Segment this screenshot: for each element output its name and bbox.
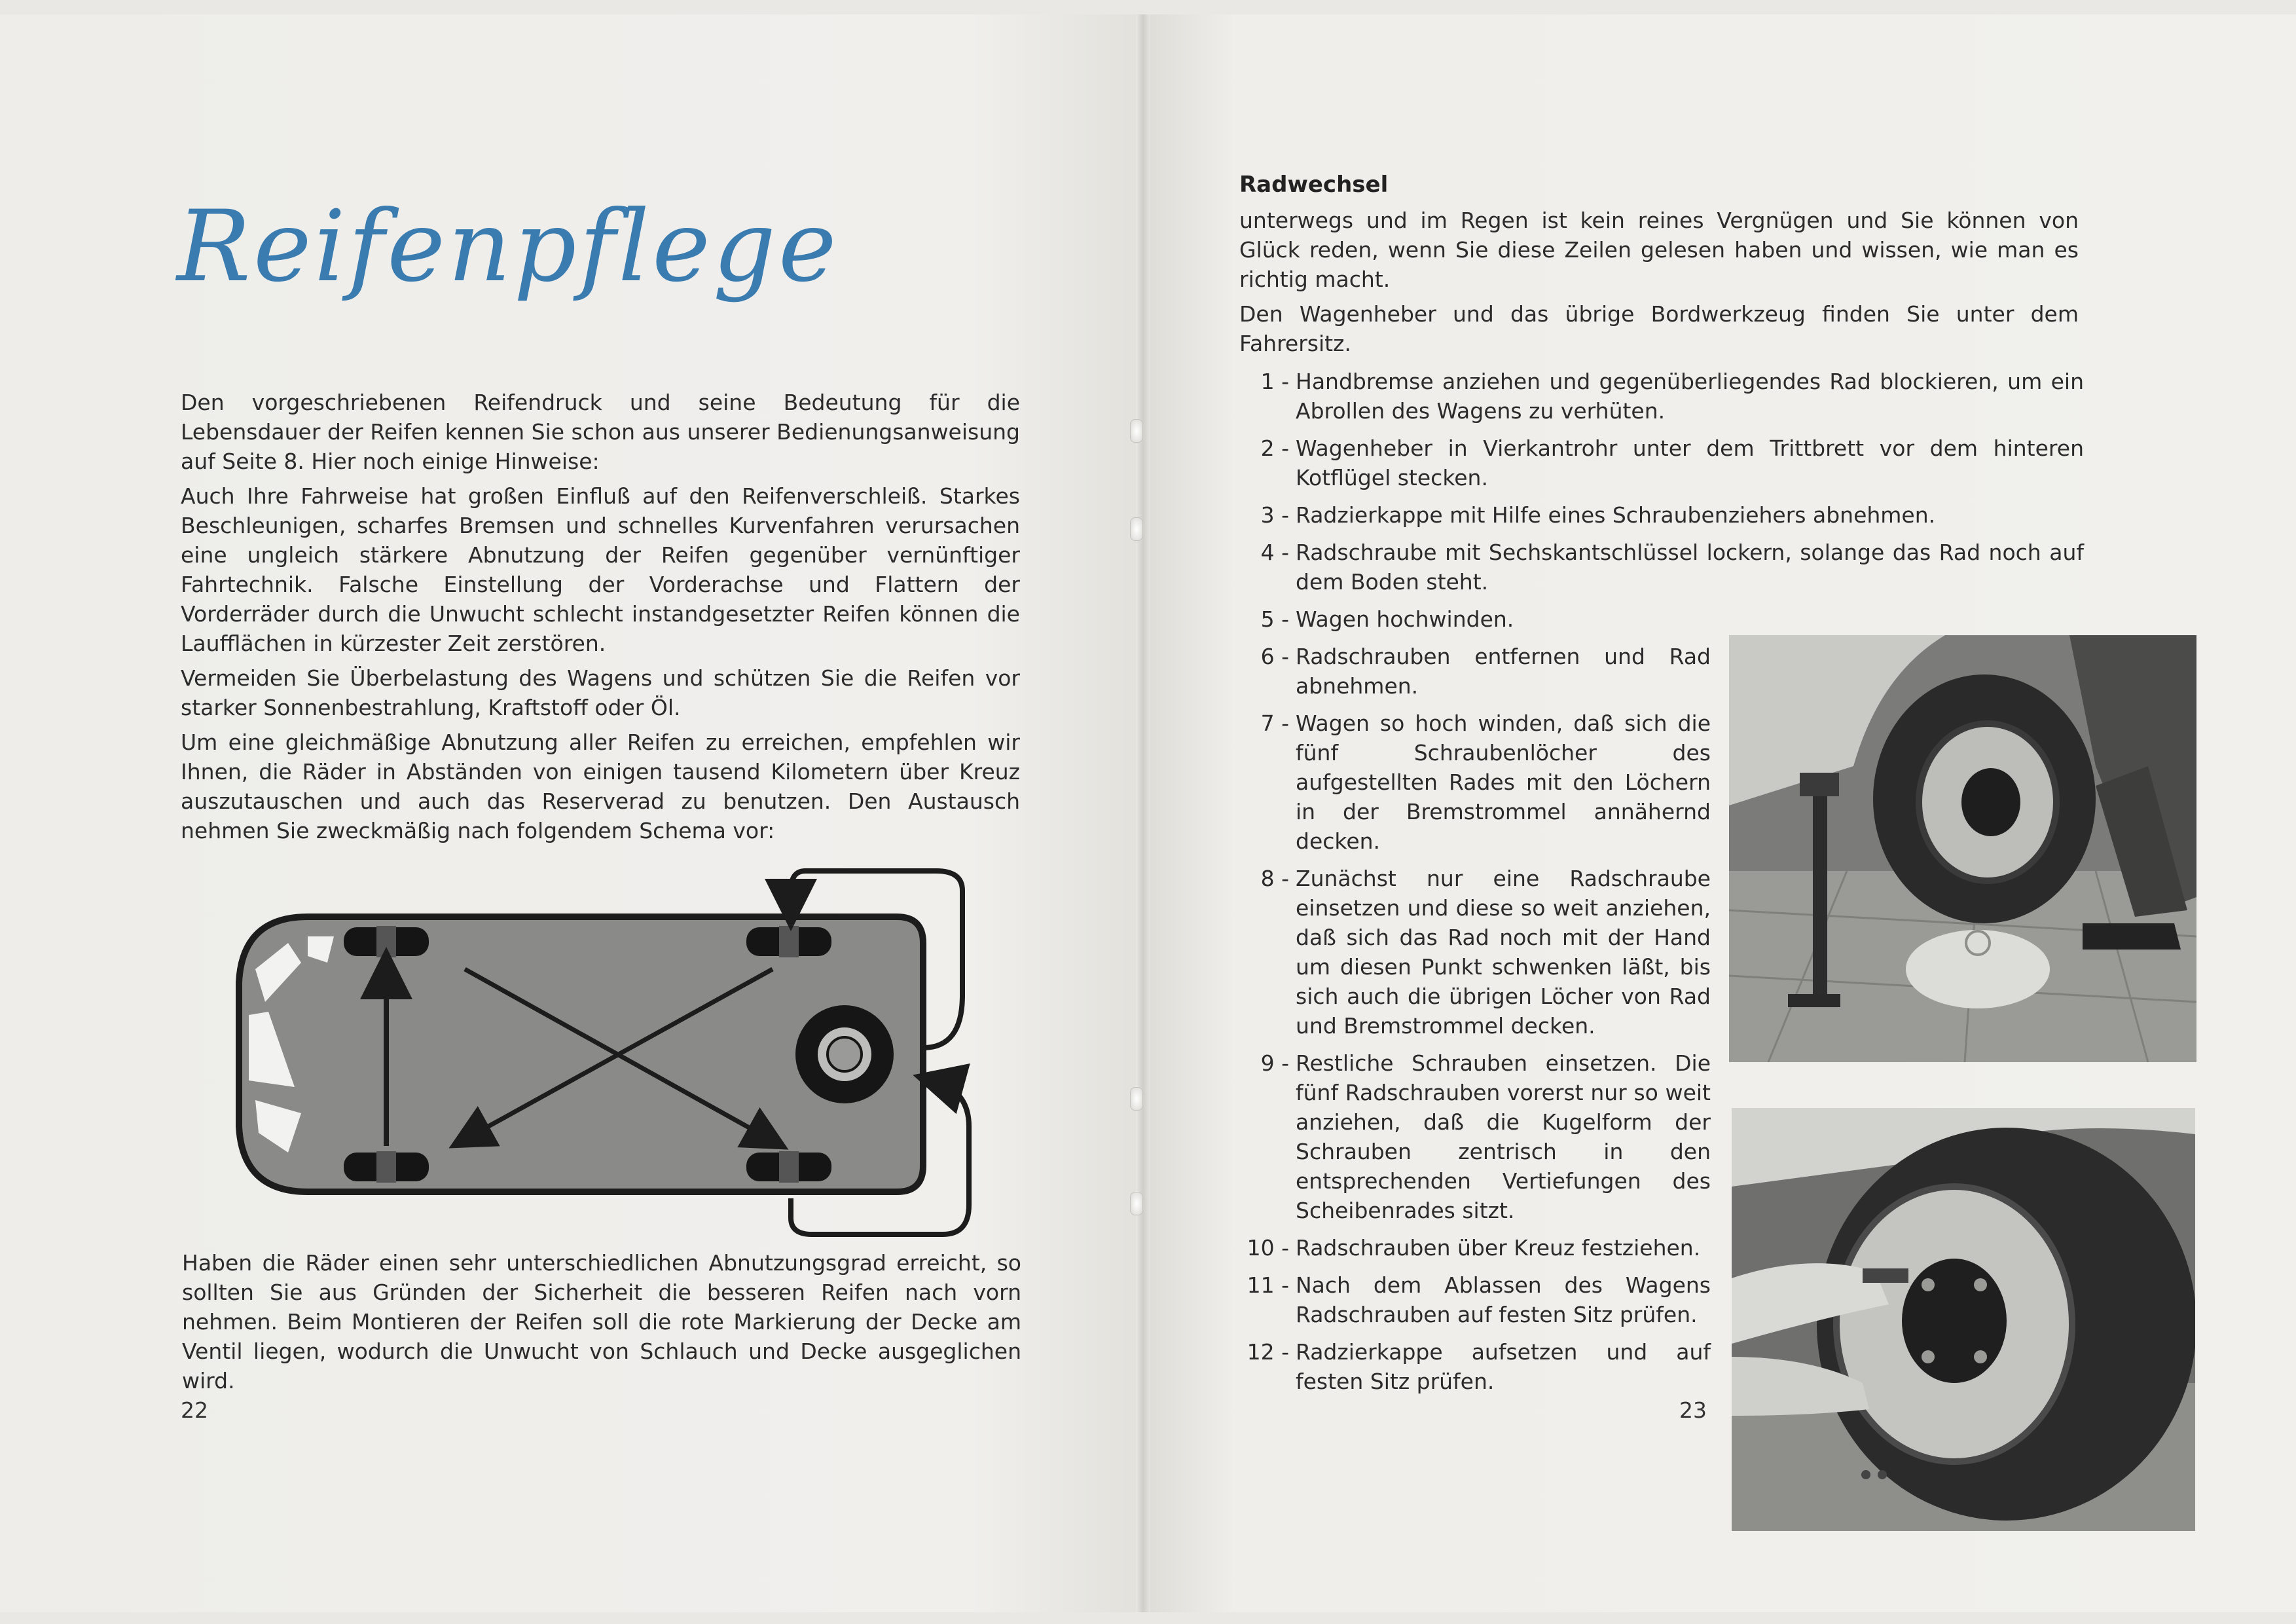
step-text: Radzierkappe aufsetzen und auf festen Sitz prüfen. [1296, 1339, 1711, 1394]
step-number: 12 - [1247, 1339, 1289, 1365]
step-text: Radschrauben über Kreuz festziehen. [1296, 1235, 1701, 1261]
tire-rotation-diagram [229, 864, 989, 1244]
list-item [1239, 1337, 1711, 1396]
step-number: 2 - [1260, 435, 1289, 461]
staple [1130, 517, 1143, 541]
step-number: 7 - [1260, 710, 1289, 736]
hub-mark [376, 926, 396, 957]
hub-mark [779, 926, 799, 957]
step-number: 10 - [1247, 1235, 1289, 1261]
step-number: 9 - [1260, 1050, 1289, 1076]
list-item [1239, 538, 2084, 597]
step-text: Wagen so hoch winden, daß sich die fünf Schraubenlöcher des aufgestellten Rades mit den Löchern in der Bremstrommel annähernd decken. [1296, 710, 1711, 854]
list-item [1239, 367, 2084, 426]
left-body-text [181, 388, 1020, 851]
step-number: 8 - [1260, 866, 1289, 891]
page-number: 22 [181, 1397, 208, 1423]
paragraph: Auch Ihre Fahrweise hat großen Einfluß auf den Reifenverschleiß. Starkes Beschleunigen, scharfes Bremsen und schnelles Kurvenfahren verursachen eine ungleich stärkere Abnutzung der Reifen gegenüber vernünftiger Fahrtechnik. Falsche Einstellung der Vorderachse und Flattern der Vorderräder durch die Unwucht schlecht instandgesetzter Reifen können die Laufflächen in kürzester Zeit zerstören. [181, 483, 1020, 656]
paragraph: Um eine gleichmäßige Abnutzung aller Reifen zu erreichen, empfehlen wir Ihnen, die Räder in Abständen von einigen tausend Kilometern über Kreuz auszutauschen und auch das Reserverad zu benutzen. Den Austausch nehmen Sie zweckmäßig nach folgendem Schema vor: [181, 729, 1020, 843]
left-bottom-text [182, 1248, 1021, 1401]
step-text: Radzierkappe mit Hilfe eines Schraubenziehers abnehmen. [1296, 502, 1936, 528]
page-number: 23 [1679, 1397, 1707, 1423]
step-text: Restliche Schrauben einsetzen. Die fünf Radschrauben vorerst nur so weit anziehen, daß die Kugelform der Schrauben zentrisch in den entsprechenden Vertiefungen des Scheibenrades sitzt. [1296, 1050, 1711, 1223]
staple [1130, 419, 1143, 443]
step-text: Wagenheber in Vierkantrohr unter dem Trittbrett vor dem hinteren Kotflügel stecken. [1296, 435, 2084, 490]
section-heading: Radwechsel [1239, 172, 1389, 198]
wheel-bolts-photo [1732, 1108, 2195, 1531]
list-item [1239, 709, 1711, 856]
page-title: Reifenpflege [177, 190, 839, 304]
paragraph: Den vorgeschriebenen Reifendruck und seine Bedeutung für die Lebensdauer der Reifen kennen Sie schon aus unserer Bedienungsanweisung auf Seite 8. Hier noch einige Hinweise: [181, 390, 1020, 474]
step-text: Nach dem Ablassen des Wagens Radschrauben auf festen Sitz prüfen. [1296, 1272, 1711, 1327]
list-item [1239, 1233, 1711, 1263]
step-text: Radschraube mit Sechskantschlüssel lockern, solange das Rad noch auf dem Boden steht. [1296, 540, 2084, 595]
staple [1130, 1087, 1143, 1111]
paragraph: Haben die Räder einen sehr unterschiedlichen Abnutzungsgrad erreicht, so sollten Sie aus Gründen der Sicherheit die besseren Reifen nach vorn nehmen. Beim Montieren der Reifen soll die rote Markierung der Decke am Ventil liegen, wodurch die Unwucht von Schlauch und Decke ausgeglichen wird. [182, 1250, 1021, 1393]
list-item [1239, 642, 1711, 701]
step-text: Zunächst nur eine Radschraube einsetzen und diese so weit anziehen, daß sich das Rad noch mit der Hand um diesen Punkt schwenken läßt, bis sich auch die übrigen Löcher von Rad und Bremstrommel decken. [1296, 866, 1711, 1039]
step-text: Handbremse anziehen und gegenüberliegendes Rad blockieren, um ein Abrollen des Wagens zu verhüten. [1296, 369, 2084, 424]
staple [1130, 1192, 1143, 1215]
list-item [1239, 1270, 1711, 1329]
intro-text [1239, 206, 2079, 363]
paragraph: Den Wagenheber und das übrige Bordwerkzeug finden Sie unter dem Fahrersitz. [1239, 301, 2079, 356]
list-item [1239, 434, 2084, 492]
step-number: 6 - [1260, 644, 1289, 669]
list-item [1239, 864, 1711, 1041]
jack-wheel-photo [1729, 635, 2196, 1062]
list-item [1239, 1048, 1711, 1225]
step-number: 5 - [1260, 606, 1289, 632]
list-item [1239, 604, 1711, 634]
step-text: Radschrauben entfernen und Rad abnehmen. [1296, 644, 1711, 699]
paragraph: unterwegs und im Regen ist kein reines Vergnügen und Sie können von Glück reden, wenn Sie diese Zeilen gelesen haben und wissen, wie man es richtig macht. [1239, 208, 2079, 292]
step-text: Wagen hochwinden. [1296, 606, 1514, 632]
hub-mark [376, 1151, 396, 1183]
step-number: 1 - [1260, 369, 1289, 394]
page-gutter [1136, 14, 1150, 1612]
hub-mark [779, 1151, 799, 1183]
list-item [1239, 500, 2084, 530]
spare-wheel-hub [828, 1037, 862, 1071]
step-number: 11 - [1247, 1272, 1289, 1298]
step-number: 4 - [1260, 540, 1289, 565]
step-number: 3 - [1260, 502, 1289, 528]
paragraph: Vermeiden Sie Überbelastung des Wagens und schützen Sie die Reifen vor starker Sonnenbestrahlung, Kraftstoff oder Öl. [181, 665, 1020, 720]
